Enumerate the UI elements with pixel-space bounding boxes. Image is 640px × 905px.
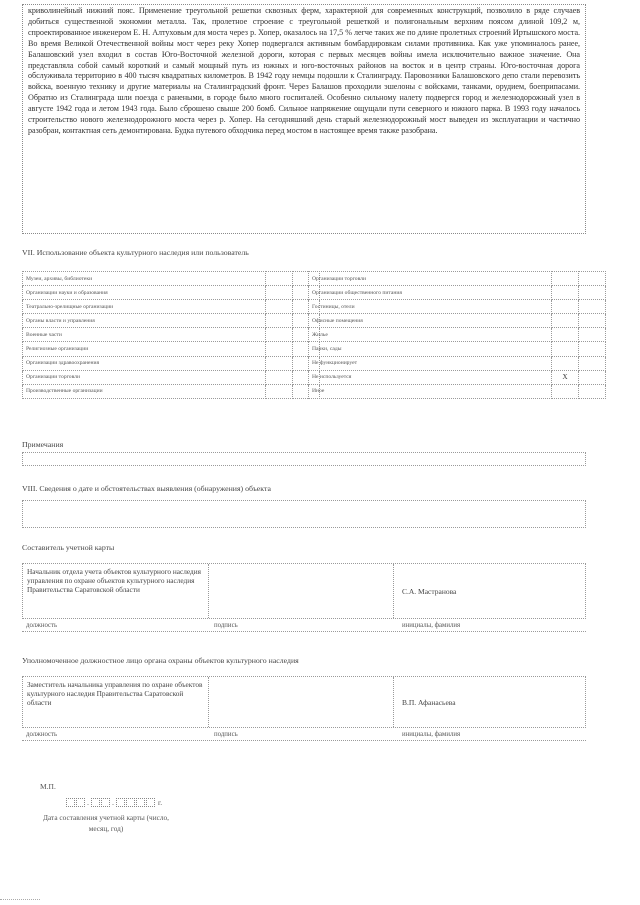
date-digit-box (76, 798, 85, 807)
usage-extra-cell (579, 300, 606, 314)
date-digit-box (91, 798, 100, 807)
usage-extra-cell (579, 328, 606, 342)
date-separator: . (112, 798, 114, 807)
caption-name: инициалы, фамилия (402, 730, 461, 738)
usage-extra-cell (579, 286, 606, 300)
usage-row (23, 300, 320, 314)
usage-checkbox[interactable] (552, 272, 579, 286)
date-digit-box (146, 798, 155, 807)
usage-checkbox[interactable] (552, 286, 579, 300)
usage-checkbox[interactable] (552, 314, 579, 328)
date-separator: . (87, 798, 89, 807)
history-text-box (22, 4, 586, 234)
usage-label: Организации общественного питания (309, 286, 552, 300)
date-digit-box (126, 798, 135, 807)
usage-extra-cell (579, 370, 606, 384)
usage-row (309, 314, 606, 328)
compiler-position: Начальник отдела учета объектов культурного наследия управления по охране объектов культурного наследия Правительства Саратовской области (23, 564, 209, 618)
usage-label: Иное (309, 384, 552, 398)
usage-row (309, 272, 606, 286)
usage-row (23, 356, 320, 370)
usage-extra-cell (579, 384, 606, 398)
usage-label: Органы власти и управления (23, 314, 266, 328)
usage-row (309, 286, 606, 300)
usage-row (309, 328, 606, 342)
caption-signature: подпись (214, 621, 238, 629)
usage-extra-cell (579, 314, 606, 328)
official-title: Уполномоченное должностное лицо органа охраны объектов культурного наследия (22, 656, 299, 665)
usage-label: Религиозные организации (23, 342, 266, 356)
official-signature-field (209, 677, 394, 727)
usage-row (23, 272, 320, 286)
usage-checkbox[interactable] (266, 356, 293, 370)
caption-name: инициалы, фамилия (402, 621, 461, 629)
history-text (28, 6, 580, 137)
usage-label: Организации торговли (23, 370, 266, 384)
discovery-field (22, 500, 586, 528)
compiler-row (22, 563, 586, 619)
usage-checkbox[interactable] (552, 328, 579, 342)
usage-label: Военные части (23, 328, 266, 342)
usage-row (309, 342, 606, 356)
date-digit-box (101, 798, 110, 807)
stamp-place-label: М.П. (40, 782, 56, 791)
usage-table-left (22, 271, 320, 399)
usage-label: Парки, сады (309, 342, 552, 356)
compiler-signature-field (209, 564, 394, 618)
date-digit-box (66, 798, 75, 807)
usage-checkbox[interactable]: X (552, 370, 579, 384)
usage-checkbox[interactable] (266, 328, 293, 342)
compiler-block (22, 563, 586, 632)
usage-checkbox[interactable] (266, 286, 293, 300)
caption-position: должность (26, 730, 58, 738)
usage-checkbox[interactable] (552, 384, 579, 398)
usage-row (23, 384, 320, 398)
usage-row (23, 286, 320, 300)
official-name: В.П. Афанасьева (402, 697, 456, 707)
compiler-captions (22, 619, 586, 632)
compiler-title: Составитель учетной карты (22, 543, 115, 552)
usage-extra-cell (579, 356, 606, 370)
section-7-title: VII. Использование объекта культурного наследия или пользователь (22, 248, 249, 257)
usage-label: Организации торговли (309, 272, 552, 286)
date-digit-box (136, 798, 145, 807)
usage-label: Театрально-зрелищные организации (23, 300, 266, 314)
year-suffix: г. (158, 798, 163, 807)
usage-row (309, 300, 606, 314)
usage-checkbox[interactable] (552, 342, 579, 356)
official-row (22, 676, 586, 728)
history-paragraph: криволинейный нижний пояс. Применение треугольной решетки сквозных ферм, характерной для современных конструкций, позволило в ряде случаев добиться существенной экономии металла. Так, пролетное строение с треугольной решеткой и полигональным верхним поясом длиной 109,2 м, спроектированное инженером Е. Н. Алтуховым для моста через р. Хопер, оказалось на 17,5 % легче таких же по длине пролетных строений Иртышского моста. Во время Великой Отечественной войны мост через реку Хопер подвергался активным бомбардировкам силами противника. Как уже упоминалось ранее, Балашовский узел входил в состав Юго-Восточной железной дороги, которая с первых месяцев войны имела исключительно важное значение. Она представляла собой самый короткий и самый мощный путь из южных и юго-восточных районов на восток и в центр страны. Юго-восточная дорога обслуживала территорию в 400 тысяч квадратных километров. В 1942 году немцы подошли к Сталинграду. Паровозники Балашовского депо стали перевозить войска, военную технику и другие материалы на Сталинградский фронт. Через Балашов проходили эшелоны с войсками, танками, орудием, боеприпасами. Обратно из Сталинграда шли поезда с ранеными, в городе было много госпиталей. Особенно сильному налету подвергся город и железнодорожный узел в августе 1942 года и летом 1943 года. Было сброшено свыше 200 бомб. Сильное напряжение ощущали пути северного и южного парка. В 1993 году началось строительство нового железнодорожного моста через р. Хопер. На сегодняшний день старый железнодорожный мост выведен из эксплуатации и частично разобран, контактная сеть демонтирована. Будка путевого обходчика перед мостом в настоящее время также разобрана. (28, 6, 580, 135)
usage-checkbox[interactable] (266, 272, 293, 286)
usage-label: Не функционирует (309, 356, 552, 370)
usage-row (23, 342, 320, 356)
usage-label: Офисные помещения (309, 314, 552, 328)
usage-checkbox[interactable] (266, 314, 293, 328)
usage-extra-cell (579, 272, 606, 286)
usage-row (309, 356, 606, 370)
usage-checkbox[interactable] (266, 370, 293, 384)
usage-checkbox[interactable] (266, 342, 293, 356)
official-captions (22, 728, 586, 741)
official-block (22, 676, 586, 741)
usage-label: Музеи, архивы, библиотеки (23, 272, 266, 286)
notes-field (22, 452, 586, 466)
notes-title: Примечания (22, 440, 64, 449)
usage-table-right (308, 271, 606, 399)
usage-checkbox[interactable] (552, 356, 579, 370)
usage-label: Жилье (309, 328, 552, 342)
usage-row (309, 370, 606, 384)
corner-divider (0, 899, 40, 900)
usage-label: Организации науки и образования (23, 286, 266, 300)
usage-row (23, 328, 320, 342)
usage-checkbox[interactable] (266, 300, 293, 314)
usage-extra-cell (579, 342, 606, 356)
date-digit-box (116, 798, 125, 807)
official-position: Заместитель начальника управления по охране объектов культурного наследия Правительства Саратовской области (23, 677, 209, 727)
usage-label: Организации здравоохранения (23, 356, 266, 370)
date-boxes (66, 798, 162, 807)
usage-label: Гостиницы, отели (309, 300, 552, 314)
usage-row (309, 384, 606, 398)
usage-label: Производственные организации (23, 384, 266, 398)
section-8-title: VIII. Сведения о дате и обстоятельствах выявления (обнаружения) объекта (22, 484, 271, 493)
caption-signature: подпись (214, 730, 238, 738)
usage-checkbox[interactable] (266, 384, 293, 398)
usage-row (23, 370, 320, 384)
usage-checkbox[interactable] (552, 300, 579, 314)
usage-label: Не используется (309, 370, 552, 384)
caption-position: должность (26, 621, 58, 629)
date-caption: Дата составления учетной карты (число, месяц, год) (43, 813, 169, 833)
compiler-name: С.А. Мастранова (402, 586, 457, 596)
usage-row (23, 314, 320, 328)
